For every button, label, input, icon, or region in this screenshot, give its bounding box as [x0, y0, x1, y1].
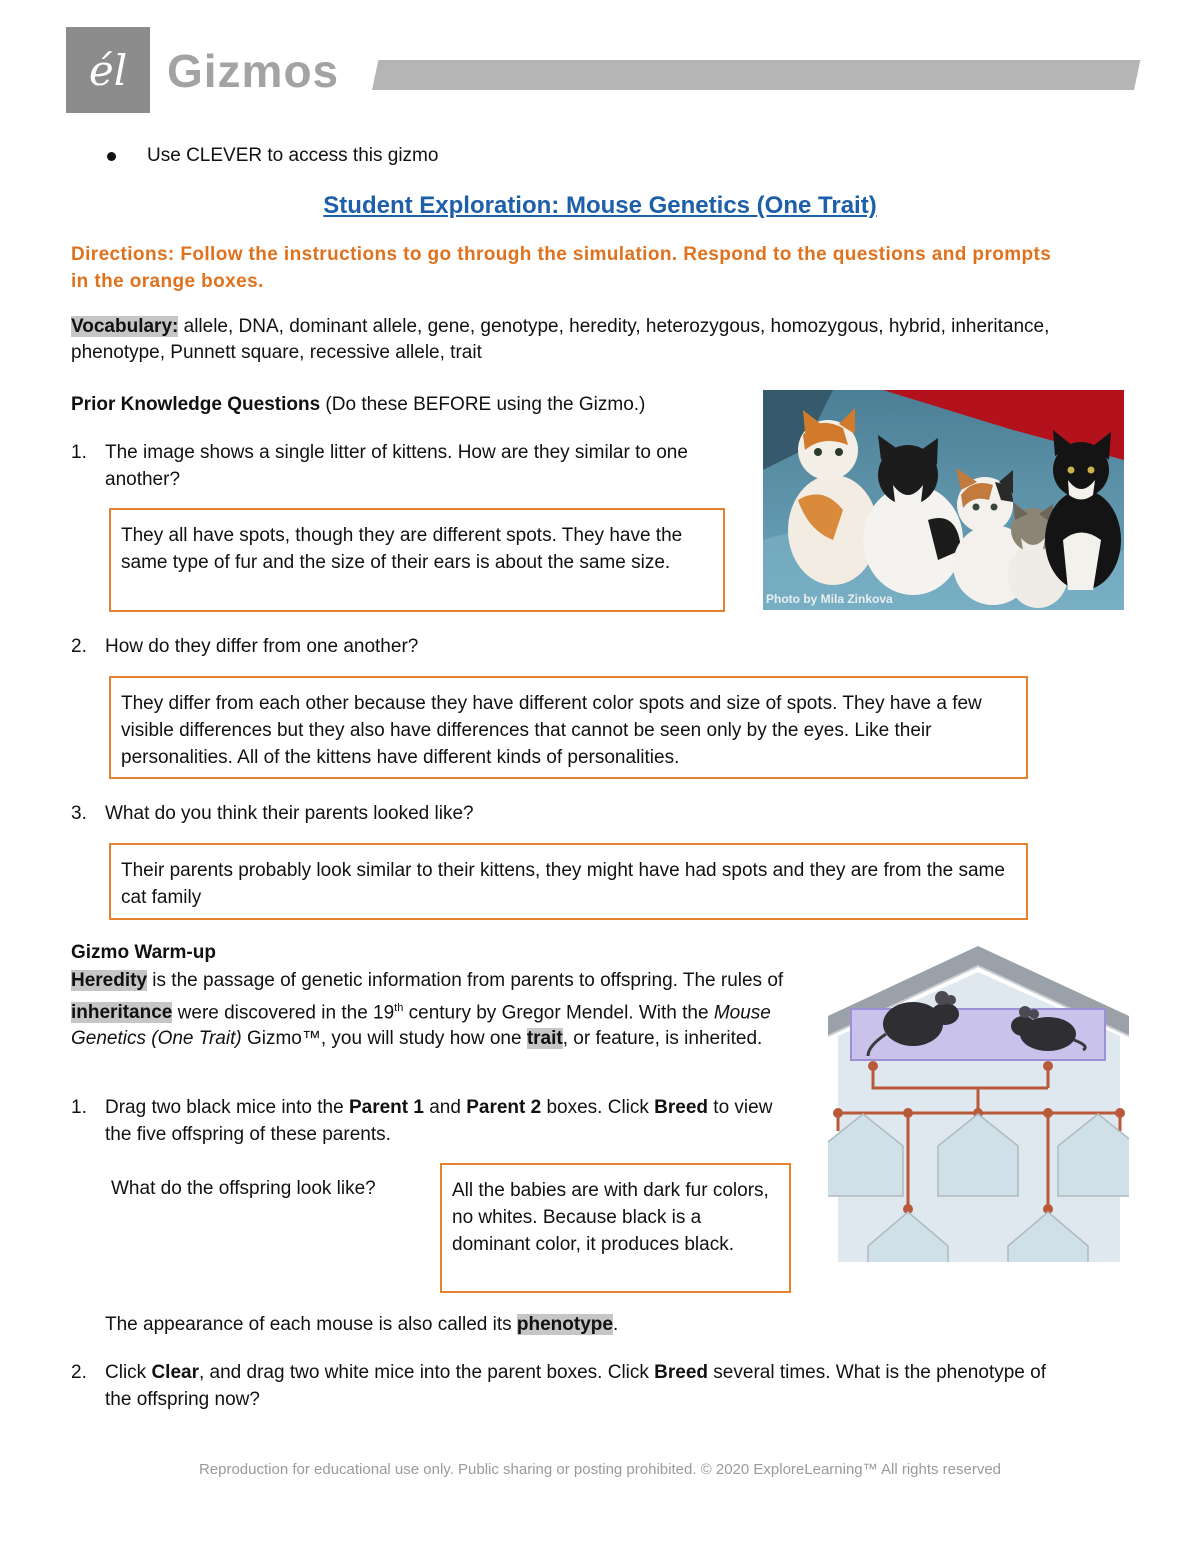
warmup-text: century by Gregor Mendel. With the: [403, 1001, 714, 1023]
breed-label: Breed: [654, 1362, 709, 1383]
warmup-heading: Gizmo Warm-up: [71, 942, 216, 963]
question-number: 1.: [71, 442, 87, 463]
term-phenotype: phenotype: [516, 1314, 613, 1335]
phenotype-text: The appearance of each mouse is also called its: [105, 1314, 517, 1335]
question-text-part: , and drag two white mice into the parent boxes. Click: [198, 1362, 655, 1383]
directions: Directions: Follow the instructions to go through the simulation. Respond to the questions and prompts in the orange boxes.: [71, 244, 1052, 292]
prior-knowledge-note: (Do these BEFORE using the Gizmo.): [320, 394, 646, 415]
bullet-text: Use CLEVER to access this gizmo: [147, 145, 439, 166]
term-inheritance: inheritance: [71, 1001, 173, 1023]
question-text-part: Drag two black mice into the: [105, 1097, 349, 1118]
answer-box-2[interactable]: They differ from each other because they have different color spots and size of spots. They have a few visible differences but they also have differences that cannot be seen only by the eyes. Like their personalities. All of the kittens have different kinds of personalities.: [109, 676, 1028, 779]
brand-name: Gizmos: [167, 45, 340, 97]
breed-label: Breed: [654, 1097, 709, 1118]
warmup-text: Gizmo™, you will study how one: [241, 1028, 527, 1050]
question-number: 1.: [71, 1097, 87, 1118]
answer-box-1[interactable]: They all have spots, though they are different spots. They have the same type of fur and the size of their ears is about the same size.: [109, 508, 725, 612]
warmup-text: were discovered in the 19: [172, 1001, 395, 1023]
warmup-paragraph: [71, 968, 806, 1053]
answer-box-warmup-1[interactable]: All the babies are with dark fur colors, no whites. Because black is a dominant color, it produces black.: [440, 1163, 791, 1293]
vocabulary: [71, 314, 1131, 366]
answer-box-3[interactable]: Their parents probably look similar to their kittens, they might have had spots and they are from the same cat family: [109, 843, 1028, 920]
kittens-photo: [763, 390, 1124, 610]
superscript: th: [394, 1001, 404, 1014]
question-number: 2.: [71, 636, 87, 657]
warmup-text: , or feature, is inherited.: [562, 1028, 763, 1050]
bullet-icon: [107, 152, 116, 161]
mouse-genetics-diagram: [828, 946, 1129, 1262]
question-number: 3.: [71, 803, 87, 824]
clear-label: Clear: [151, 1362, 199, 1383]
question-text-part: several times. What is the phenotype of the offspring now?: [105, 1362, 1046, 1410]
photo-credit: Photo by Mila Zinkova: [766, 592, 893, 606]
question-text-part: boxes. Click: [541, 1097, 655, 1118]
header-bar: [372, 60, 1140, 90]
prior-knowledge-title: Prior Knowledge Questions: [71, 394, 321, 415]
question-text-part: to view the five offspring of these parents.: [105, 1097, 773, 1145]
question-number: 2.: [71, 1362, 87, 1383]
question-text: The image shows a single litter of kittens. How are they similar to one another?: [105, 442, 688, 490]
phenotype-sentence: [105, 1314, 618, 1336]
question-text: How do they differ from one another?: [105, 636, 419, 657]
question-text: [105, 1094, 795, 1148]
logo: [66, 27, 150, 113]
phenotype-text: .: [612, 1314, 619, 1335]
footer: Reproduction for educational use only. Public sharing or posting prohibited. © 2020 ExploreLearning™ All rights reserved: [198, 1461, 1002, 1478]
gizmo-name: Mouse Genetics (One Trait): [71, 1001, 771, 1050]
term-heredity: Heredity: [71, 970, 148, 991]
logo-mark: él: [88, 45, 128, 95]
prior-knowledge-heading: [71, 394, 645, 416]
question-text: What do you think their parents looked like?: [105, 803, 474, 824]
vocabulary-label: Vocabulary:: [71, 316, 179, 337]
parent-2-label: Parent 2: [466, 1097, 542, 1118]
parent-1-label: Parent 1: [348, 1097, 424, 1118]
question-text-part: Click: [105, 1362, 152, 1383]
warmup-text: is the passage of genetic information from parents to offspring. The rules of: [147, 970, 784, 991]
term-trait: trait: [526, 1028, 563, 1050]
offspring-prompt: What do the offspring look like?: [111, 1178, 376, 1199]
question-text: [105, 1359, 1065, 1413]
page-title[interactable]: Student Exploration: Mouse Genetics (One Trait): [323, 192, 877, 219]
vocabulary-terms: allele, DNA, dominant allele, gene, genotype, heredity, heterozygous, homozygous, hybrid, inheritance, phenotype, Punnett square, recessive allele, trait: [71, 316, 1050, 363]
question-text-part: and: [423, 1097, 467, 1118]
